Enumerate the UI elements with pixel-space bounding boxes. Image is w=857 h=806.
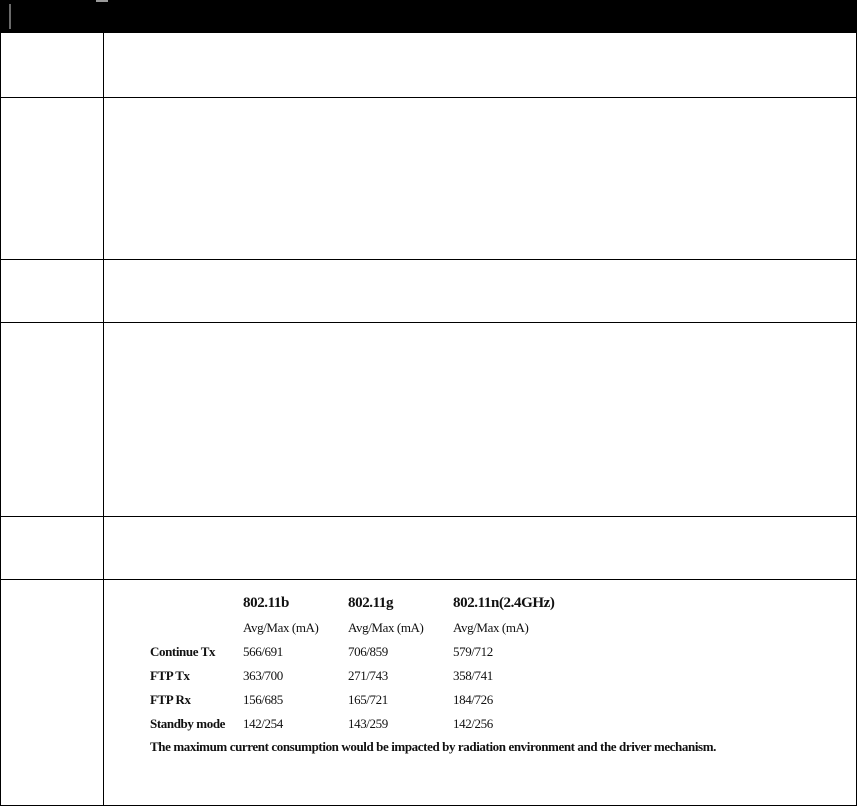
spec-row-power bbox=[1, 580, 856, 805]
power-note: The maximum current consumption would be impacted by radiation environment and the driver mechanism. bbox=[150, 739, 716, 754]
spec-value-cell bbox=[104, 98, 856, 259]
table-cell: 165/721 bbox=[348, 692, 388, 707]
table-cell: 363/700 bbox=[243, 668, 283, 683]
column-header: 802.11g bbox=[348, 595, 394, 611]
row-label: FTP Tx bbox=[150, 668, 190, 683]
column-subheader: Avg/Max (mA) bbox=[348, 620, 424, 635]
spec-label-cell bbox=[1, 33, 104, 97]
header-column-mark bbox=[96, 0, 108, 2]
spec-row bbox=[1, 517, 856, 580]
power-consumption-cell bbox=[104, 580, 856, 805]
spec-row bbox=[1, 33, 856, 98]
spec-label-cell bbox=[1, 323, 104, 516]
spec-value-cell bbox=[104, 517, 856, 579]
spec-label-cell bbox=[1, 260, 104, 322]
row-label: Continue Tx bbox=[150, 644, 216, 659]
column-subheader: Avg/Max (mA) bbox=[243, 620, 319, 635]
table-cell: 579/712 bbox=[453, 644, 493, 659]
spec-value-cell bbox=[104, 323, 856, 516]
table-cell: 143/259 bbox=[348, 716, 388, 731]
table-cell: 271/743 bbox=[348, 668, 388, 683]
table-header-bar bbox=[0, 0, 857, 33]
spec-label-cell bbox=[1, 98, 104, 259]
row-label: FTP Rx bbox=[150, 692, 191, 707]
column-subheader: Avg/Max (mA) bbox=[453, 620, 529, 635]
column-header: 802.11b bbox=[243, 595, 289, 611]
table-cell: 566/691 bbox=[243, 644, 283, 659]
spec-row bbox=[1, 323, 856, 517]
spec-row bbox=[1, 260, 856, 323]
spec-row bbox=[1, 98, 856, 260]
table-cell: 358/741 bbox=[453, 668, 493, 683]
specification-table bbox=[0, 33, 857, 806]
spec-label-cell bbox=[1, 517, 104, 579]
spec-value-cell bbox=[104, 33, 856, 97]
table-cell: 142/254 bbox=[243, 716, 283, 731]
table-cell: 184/726 bbox=[453, 692, 493, 707]
table-cell: 142/256 bbox=[453, 716, 493, 731]
header-divider-mark bbox=[9, 4, 11, 29]
spec-value-cell bbox=[104, 260, 856, 322]
row-label: Standby mode bbox=[150, 716, 226, 731]
power-consumption-table bbox=[144, 592, 784, 762]
spec-label-cell bbox=[1, 580, 104, 805]
column-header: 802.11n(2.4GHz) bbox=[453, 595, 555, 611]
table-cell: 706/859 bbox=[348, 644, 388, 659]
table-cell: 156/685 bbox=[243, 692, 283, 707]
